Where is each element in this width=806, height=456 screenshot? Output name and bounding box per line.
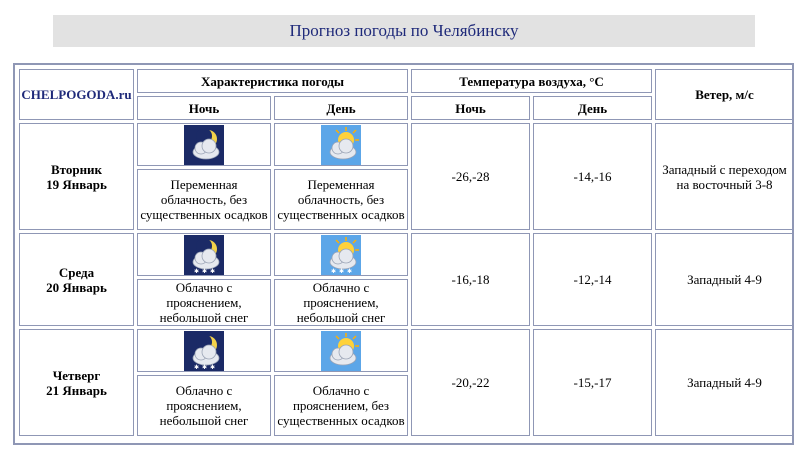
night-icon-cell xyxy=(137,233,271,276)
date: 21 Январь xyxy=(46,382,107,398)
day-temp: -15,-17 xyxy=(533,329,652,436)
svg-text:✱: ✱ xyxy=(202,363,208,371)
moon-cloud-snow-icon xyxy=(184,235,224,275)
svg-text:✱: ✱ xyxy=(210,267,216,275)
forecast-table xyxy=(16,66,797,439)
svg-text:✱: ✱ xyxy=(194,267,200,275)
day-icon-cell xyxy=(274,123,408,166)
header-night: Ночь xyxy=(137,96,271,120)
moon-cloud-snow-icon xyxy=(184,331,224,371)
day-cell xyxy=(19,233,134,326)
sun-cloud-snow-icon xyxy=(321,235,361,275)
night-icon-cell xyxy=(137,329,271,372)
day-desc: Облачно с прояснением, небольшой снег xyxy=(274,279,408,326)
sun-cloud-icon xyxy=(321,331,361,371)
night-temp: -16,-18 xyxy=(411,233,530,326)
date: 20 Январь xyxy=(46,279,107,295)
moon-cloud-icon xyxy=(184,125,224,165)
brand-link[interactable]: CHELPOGODA.ru xyxy=(19,69,134,120)
weekday: Вторник xyxy=(50,161,103,177)
night-icon-cell xyxy=(137,123,271,166)
header-day: День xyxy=(274,96,408,120)
wind: Западный 4-9 xyxy=(655,329,794,436)
night-desc: Облачно с прояснением, небольшой снег xyxy=(137,375,271,436)
day-desc: Облачно с прояснением, без существенных осадков xyxy=(274,375,408,436)
day-cell xyxy=(19,123,134,230)
svg-text:✱: ✱ xyxy=(210,363,216,371)
weekday: Среда xyxy=(58,264,95,280)
header-temperature: Температура воздуха, °С xyxy=(411,69,652,93)
svg-text:✱: ✱ xyxy=(347,267,353,275)
night-desc: Облачно с прояснением, небольшой снег xyxy=(137,279,271,326)
night-desc: Переменная облачность, без существенных осадков xyxy=(137,169,271,230)
svg-text:✱: ✱ xyxy=(339,267,345,275)
night-temp: -26,-28 xyxy=(411,123,530,230)
svg-text:✱: ✱ xyxy=(202,267,208,275)
header-day-temp: День xyxy=(533,96,652,120)
day-desc: Переменная облачность, без существенных осадков xyxy=(274,169,408,230)
header-weather: Характеристика погоды xyxy=(137,69,408,93)
sun-cloud-icon xyxy=(321,125,361,165)
svg-text:✱: ✱ xyxy=(331,267,337,275)
svg-text:✱: ✱ xyxy=(194,363,200,371)
night-temp: -20,-22 xyxy=(411,329,530,436)
wind: Западный 4-9 xyxy=(655,233,794,326)
date: 19 Январь xyxy=(46,176,107,192)
day-icon-cell xyxy=(274,233,408,276)
header-night-temp: Ночь xyxy=(411,96,530,120)
day-cell xyxy=(19,329,134,436)
page-title: Прогноз погоды по Челябинску xyxy=(53,15,755,47)
day-icon-cell xyxy=(274,329,408,372)
header-wind: Ветер, м/с xyxy=(655,69,794,120)
day-temp: -12,-14 xyxy=(533,233,652,326)
day-temp: -14,-16 xyxy=(533,123,652,230)
weekday: Четверг xyxy=(52,367,101,383)
wind: Западный с переходом на восточный 3-8 xyxy=(655,123,794,230)
